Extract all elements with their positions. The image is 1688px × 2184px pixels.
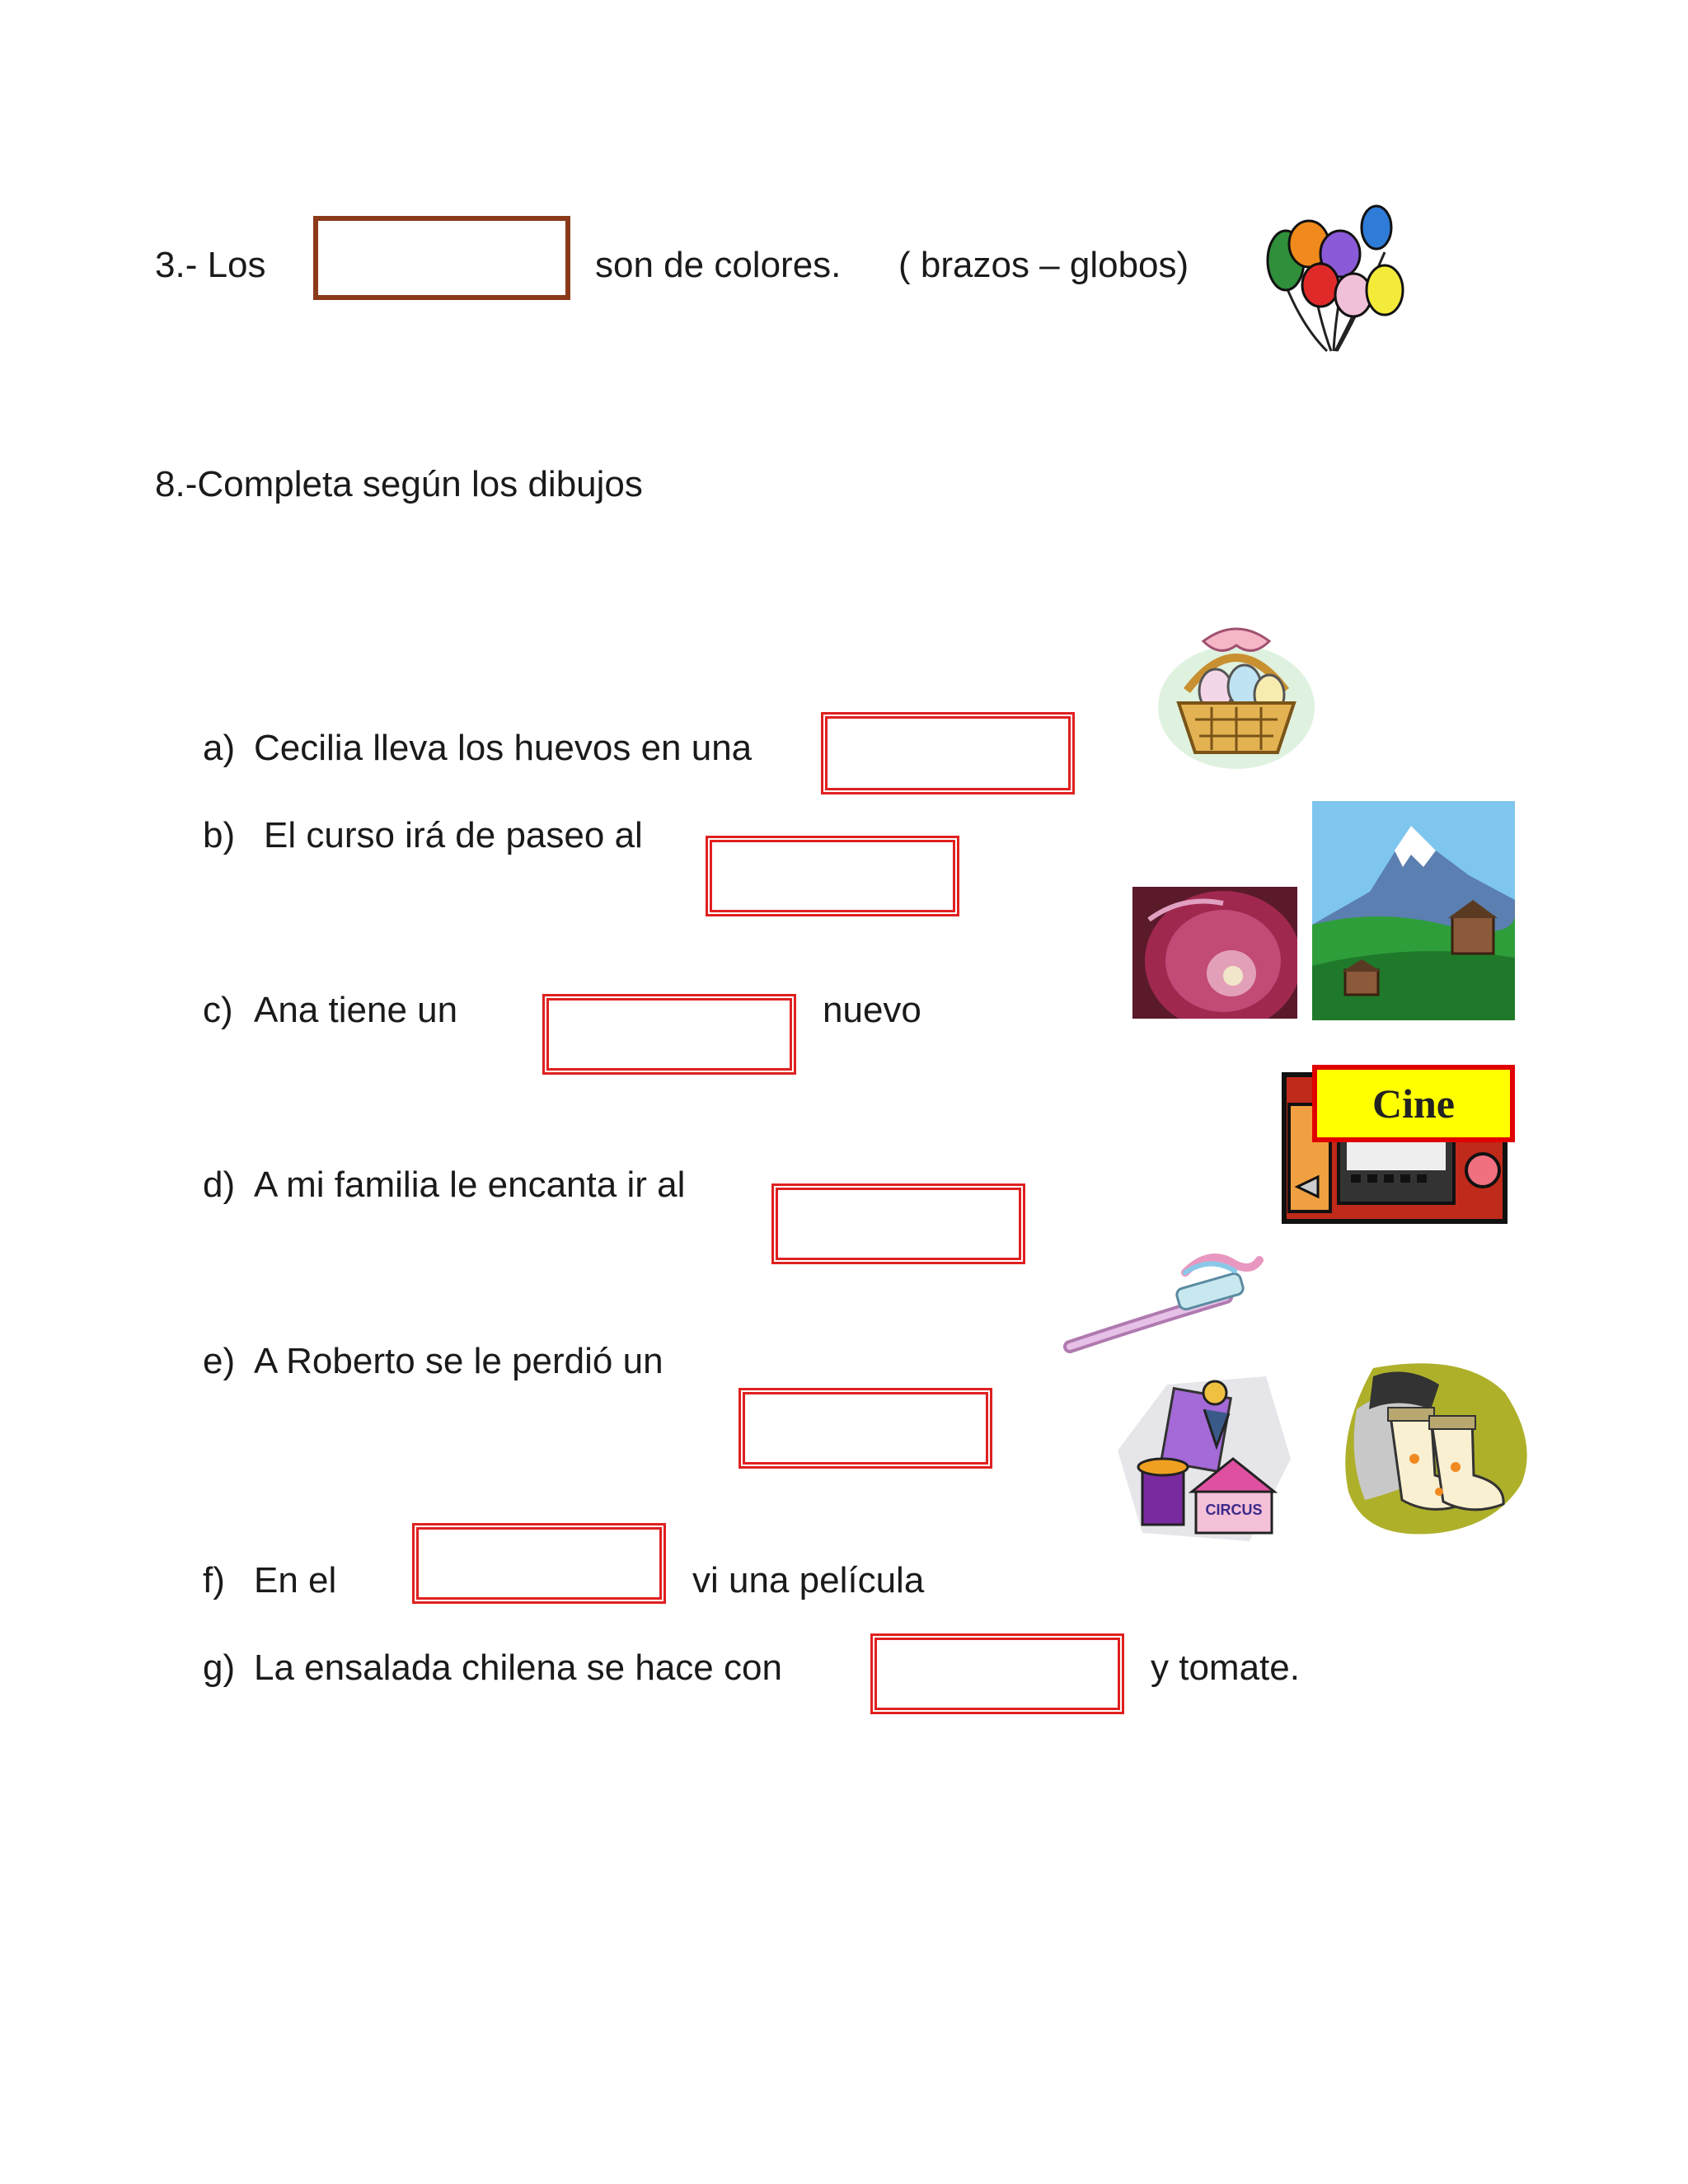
- item-a-text: Cecilia lleva los huevos en una: [254, 728, 753, 768]
- q3-answer-box[interactable]: [313, 216, 570, 300]
- item-f-letter: f): [203, 1560, 225, 1601]
- q3-options: ( brazos – globos): [898, 245, 1189, 285]
- toothbrush-icon: [1062, 1248, 1276, 1363]
- q8-title: 8.-Completa según los dibujos: [155, 464, 643, 504]
- item-c-text: Ana tiene un: [254, 990, 458, 1030]
- item-b-text: El curso irá de paseo al: [264, 815, 643, 855]
- socks-icon: [1340, 1360, 1531, 1541]
- item-f-answer-box[interactable]: [412, 1523, 666, 1604]
- item-g-text: La ensalada chilena se hace con: [254, 1647, 782, 1688]
- circus-label: CIRCUS: [1205, 1502, 1263, 1518]
- item-e-letter: e): [203, 1341, 236, 1381]
- mountain-landscape-image: [1312, 801, 1515, 1020]
- item-g-answer-box[interactable]: [870, 1633, 1124, 1714]
- item-d-text: A mi familia le encanta ir al: [254, 1165, 686, 1205]
- onion-image: [1132, 887, 1297, 1019]
- q3-suffix: son de colores.: [595, 245, 842, 285]
- item-b-answer-box[interactable]: [706, 836, 959, 916]
- item-f-after: vi una película: [692, 1560, 925, 1601]
- cine-label: Cine: [1312, 1065, 1515, 1142]
- item-e-text: A Roberto se le perdió un: [254, 1341, 663, 1381]
- item-a-answer-box[interactable]: [821, 712, 1075, 794]
- item-g-after: y tomate.: [1151, 1647, 1300, 1688]
- item-f-text: En el: [254, 1560, 337, 1601]
- item-c-answer-box[interactable]: [542, 994, 796, 1075]
- item-a-letter: a): [203, 728, 236, 768]
- egg-basket-icon: [1154, 608, 1319, 773]
- item-b-letter: b): [203, 815, 236, 855]
- circus-icon: [1118, 1368, 1299, 1549]
- item-d-answer-box[interactable]: [771, 1183, 1025, 1264]
- balloons-icon: [1253, 194, 1409, 359]
- item-d-letter: d): [203, 1165, 236, 1205]
- q3-prefix: 3.- Los: [155, 245, 266, 285]
- item-e-answer-box[interactable]: [738, 1388, 992, 1469]
- item-g-letter: g): [203, 1647, 236, 1688]
- item-c-after: nuevo: [823, 990, 921, 1030]
- item-c-letter: c): [203, 990, 233, 1030]
